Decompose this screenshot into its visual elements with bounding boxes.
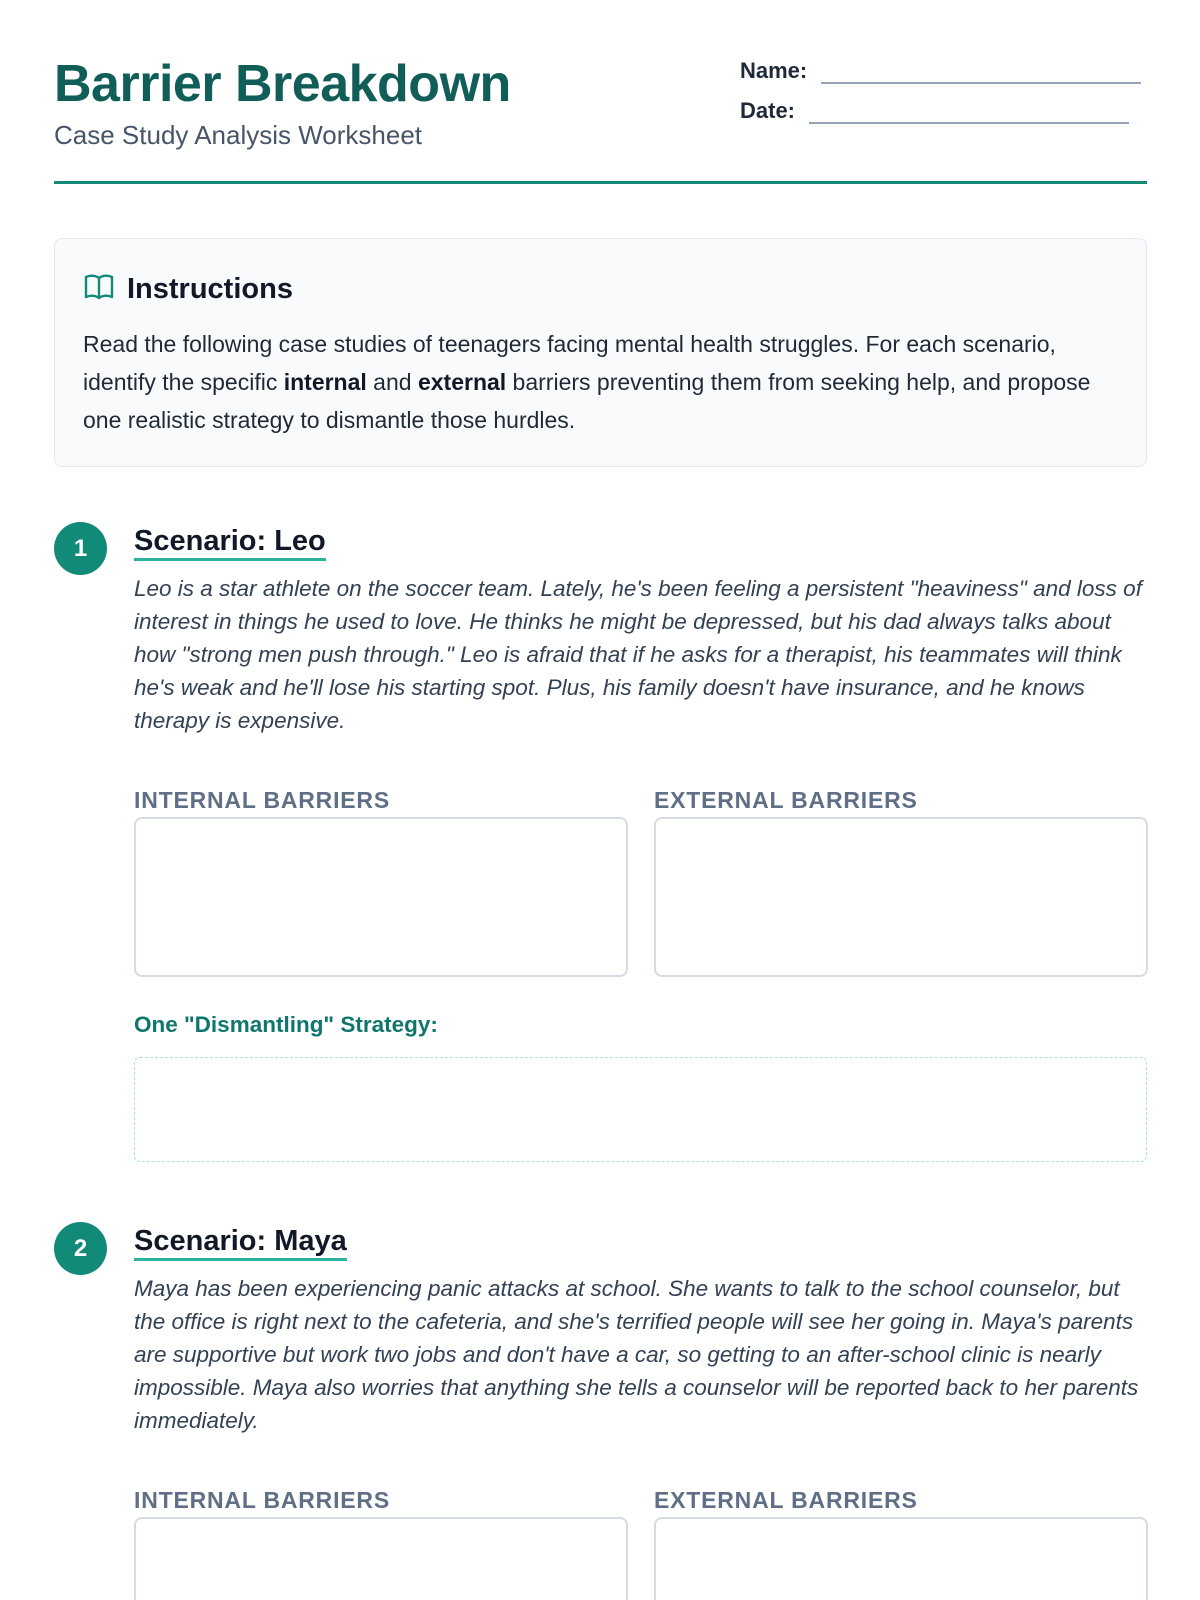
instructions-heading [83, 273, 293, 306]
scenario-description: Leo is a star athlete on the soccer team. Lately, he's been feeling a persistent "heaviness" and loss of interest in things he used to love. He thinks he might be depressed, but his dad always talks about how "strong men push through." Leo is afraid that if he asks for a therapist, his teammates will think he's weak and he'll lose his starting spot. Plus, his family doesn't have insurance, and he knows therapy is expensive. [134, 576, 1142, 733]
date-field[interactable] [809, 104, 1129, 124]
instructions-title: Instructions [127, 273, 293, 305]
scenario-title: Scenario: Maya [134, 1224, 347, 1261]
external-barriers-label: EXTERNAL BARRIERS [654, 787, 918, 813]
internal-barriers-answer-box[interactable] [134, 1517, 628, 1600]
name-field[interactable] [821, 64, 1141, 84]
worksheet-header [54, 48, 1147, 184]
strategy-answer-box[interactable] [134, 1057, 1147, 1162]
internal-barriers-label: INTERNAL BARRIERS [134, 787, 390, 813]
scenario-description: Maya has been experiencing panic attacks at school. She wants to talk to the school counselor, but the office is right next to the cafeteria, and she's terrified people will see her going in. Maya's parents are supportive but work two jobs and don't have a car, so getting to an after-school clinic is nearly impossible. Maya also worries that anything she tells a counselor will be reported back to her parents immediately. [134, 1276, 1139, 1433]
page-title: Barrier Breakdown [54, 55, 511, 113]
name-row [740, 58, 1141, 84]
scenario-number-badge: 1 [54, 522, 107, 575]
name-label: Name: [740, 58, 808, 83]
date-row [740, 98, 1129, 124]
open-book-icon [83, 273, 115, 306]
instructions-panel [54, 238, 1147, 467]
date-label: Date: [740, 98, 796, 123]
external-barriers-answer-box[interactable] [654, 1517, 1148, 1600]
strategy-label: One "Dismantling" Strategy: [134, 1012, 438, 1037]
internal-barriers-answer-box[interactable] [134, 817, 628, 977]
page-subtitle: Case Study Analysis Worksheet [54, 120, 423, 150]
instructions-text: Read the following case studies of teenagers facing mental health struggles. For each scenario, identify the specific internal and external barriers preventing them from seeking help, and propose one realistic strategy to dismantle those hurdles. [83, 331, 1091, 433]
internal-barriers-label: INTERNAL BARRIERS [134, 1487, 390, 1513]
external-barriers-answer-box[interactable] [654, 817, 1148, 977]
external-barriers-label: EXTERNAL BARRIERS [654, 1487, 918, 1513]
scenario-number-badge: 2 [54, 1222, 107, 1275]
scenario-title: Scenario: Leo [134, 524, 326, 561]
